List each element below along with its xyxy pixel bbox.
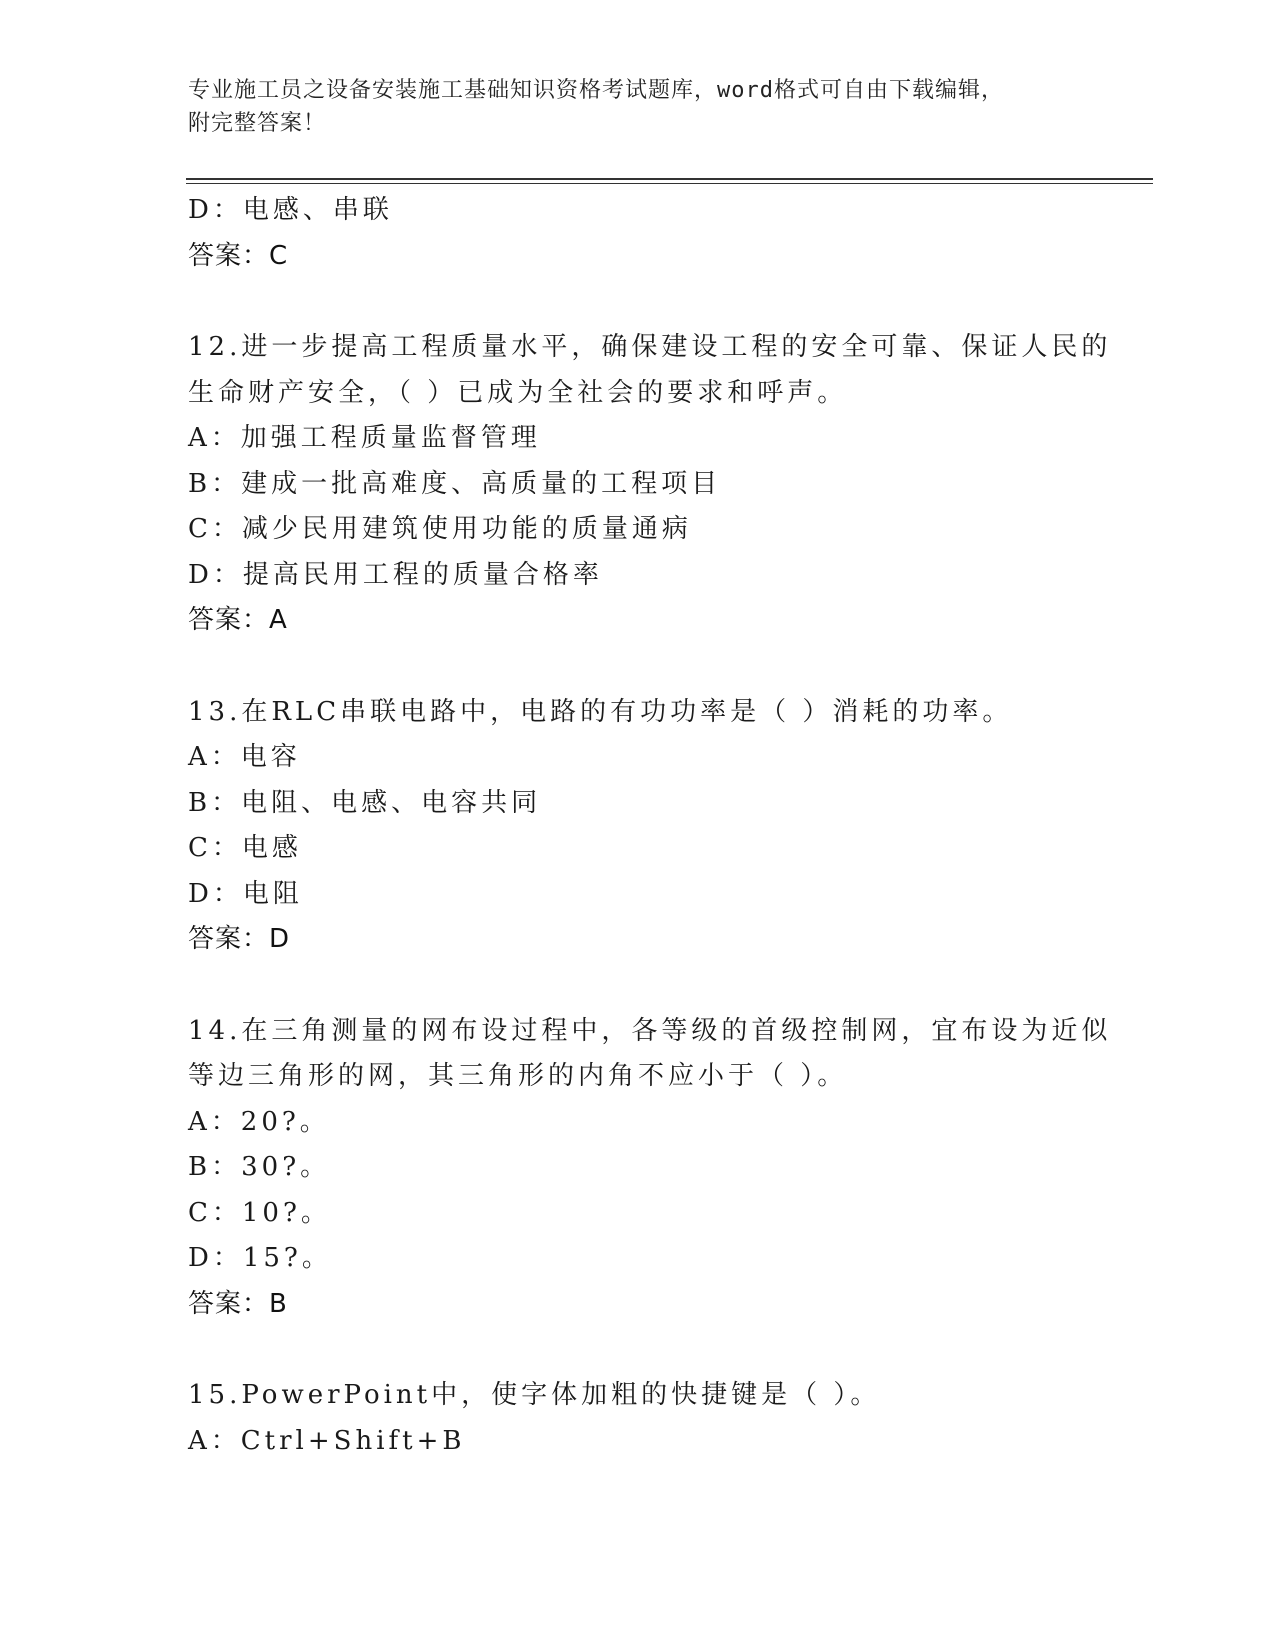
document-header — [188, 74, 1088, 140]
header-line-1: 专业施工员之设备安装施工基础知识资格考试题库，word格式可自由下载编辑， — [188, 78, 1004, 103]
question-13 — [188, 690, 1088, 963]
option-a: A：20?。 — [188, 1106, 330, 1137]
spacer — [188, 963, 1088, 1009]
question-12 — [188, 325, 1112, 644]
option-b: B：建成一批高难度、高质量的工程项目 — [188, 468, 722, 499]
option-a: A：Ctrl+Shift+B — [188, 1425, 466, 1456]
question-stem: 12.进一步提高工程质量水平，确保建设工程的安全可靠、保证人民的 — [188, 332, 1112, 362]
question-14 — [188, 1009, 1112, 1328]
spacer — [188, 644, 1088, 690]
spacer — [188, 279, 1088, 325]
header-divider-thin — [186, 183, 1153, 184]
option-d: D：电感、串联 — [188, 195, 393, 225]
option-b: B：30?。 — [188, 1152, 331, 1182]
header-line-2: 附完整答案！ — [188, 111, 327, 136]
question-stem: 14.在三角测量的网布设过程中，各等级的首级控制网，宜布设为近似 — [188, 1015, 1112, 1046]
question-stem: 13.在RLC串联电路中，电路的有功功率是（ ）消耗的功率。 — [188, 696, 1013, 727]
option-b: B：电阻、电感、电容共同 — [188, 787, 542, 818]
answer-line: 答案：A — [188, 605, 288, 635]
option-d: D：电阻 — [188, 878, 303, 909]
option-c: C：10?。 — [188, 1197, 331, 1228]
header-divider-thick — [186, 178, 1153, 180]
option-c: C：电感 — [188, 833, 302, 863]
option-c: C：减少民用建筑使用功能的质量通病 — [188, 514, 692, 544]
question-stem: 生命财产安全，（ ）已成为全社会的要求和呼声。 — [188, 377, 848, 408]
answer-line: 答案：C — [188, 240, 289, 271]
answer-line: 答案：D — [188, 924, 291, 954]
option-d: D：15?。 — [188, 1243, 332, 1273]
option-a: A：加强工程质量监督管理 — [188, 423, 541, 453]
answer-line: 答案：B — [188, 1288, 288, 1319]
option-d: D：提高民用工程的质量合格率 — [188, 559, 603, 590]
question-stem: 等边三角形的网，其三角形的内角不应小于（ ）。 — [188, 1061, 848, 1091]
question-15 — [188, 1373, 1088, 1464]
spacer — [188, 1327, 1088, 1373]
question-stem: 15.PowerPoint中，使字体加粗的快捷键是（ ）。 — [188, 1380, 881, 1410]
question-list — [188, 188, 1112, 1464]
option-a: A：电容 — [188, 742, 301, 772]
